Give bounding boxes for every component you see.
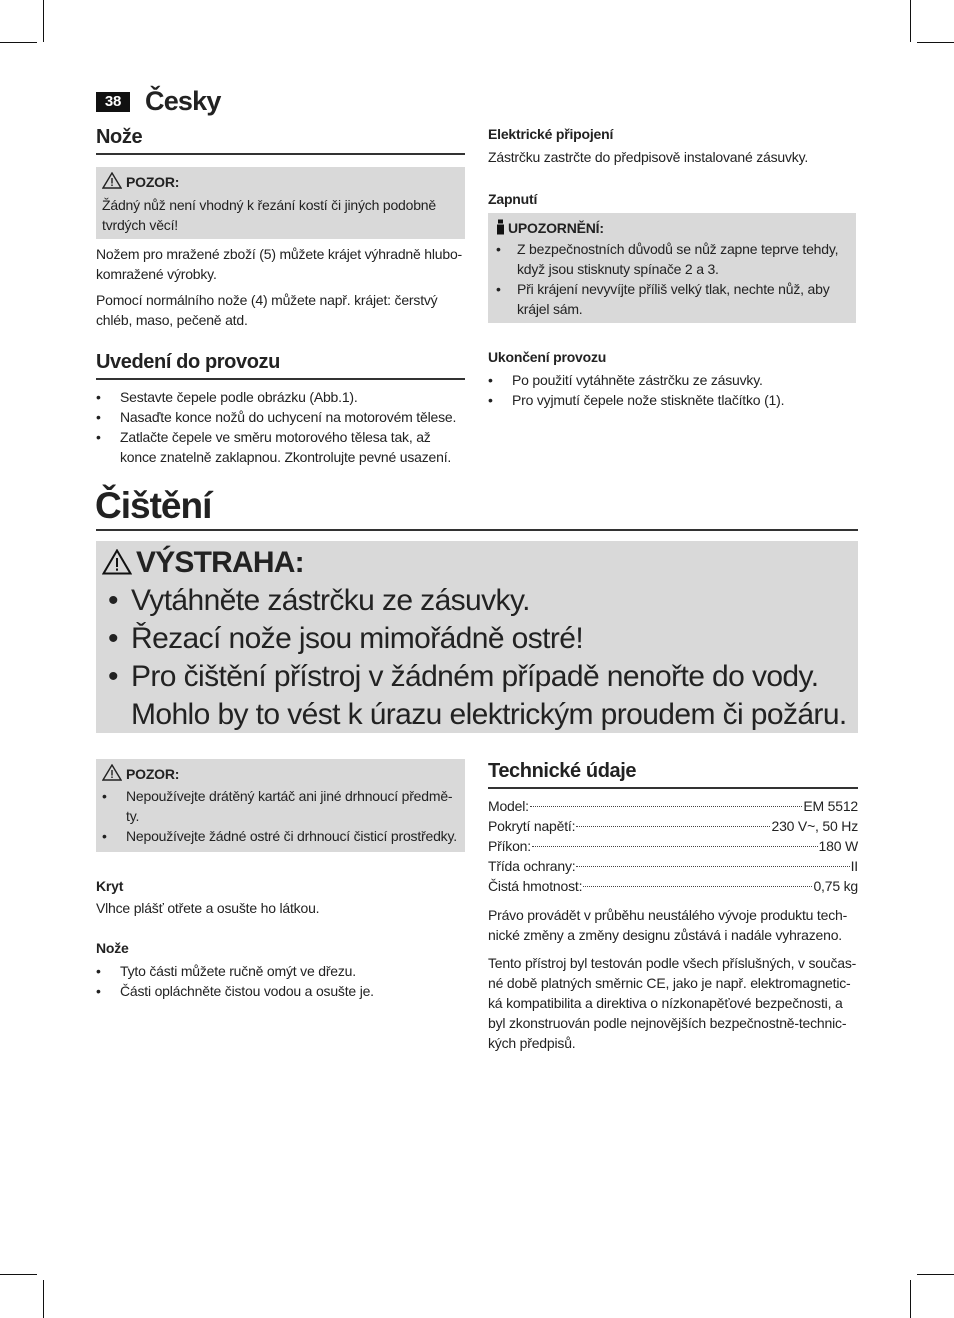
spec-label: Model: — [488, 798, 529, 814]
caution-text: Žádný nůž není vhodný k řezání kostí či jiných podobně tvrdých věcí! — [102, 197, 436, 233]
caution-list — [102, 786, 459, 846]
warning-title — [102, 544, 852, 582]
end-list — [488, 370, 857, 410]
subheading-switch-on: Zapnutí — [488, 191, 538, 207]
heading-rule — [96, 153, 465, 155]
notice-title — [496, 218, 848, 238]
spec-value: EM 5512 — [803, 798, 858, 814]
crop-mark — [917, 42, 954, 43]
crop-mark — [0, 42, 37, 43]
subheading-end: Ukončení provozu — [488, 349, 607, 365]
crop-mark — [0, 1274, 37, 1275]
warning-box — [96, 541, 858, 733]
list-item: • Tyto části můžete ručně omýt ve dřezu. — [96, 961, 465, 981]
notice-box — [488, 213, 856, 323]
list-item: • Nasaďte konce nožů do uchycení na motorovém tělese. — [96, 407, 465, 427]
spec-label: Třída ochrany: — [488, 858, 576, 874]
list-item: • Části opláchněte čistou vodou a osušte je. — [96, 981, 465, 1001]
paragraph: Pomocí normálního nože (4) můžete např. krájet: čerstvý chléb, maso, pečeně atd. — [96, 292, 438, 328]
subheading-housing: Kryt — [96, 878, 124, 894]
language-title: Česky — [145, 86, 221, 116]
list-item: • Nepoužívejte žádné ostré či drhnoucí čisticí prostředky. — [102, 826, 459, 846]
warning-title-text: VÝSTRAHA: — [136, 546, 304, 579]
paragraph: Právo provádět v průběhu neustálého vývoje produktu technické změny a změny designu zůstává i nadále vyhrazeno. — [488, 907, 848, 943]
caution-title-text: POZOR: — [126, 174, 180, 190]
crop-mark — [910, 0, 911, 42]
list-item: • Pro vyjmutí čepele nože stiskněte tlačítko (1). — [488, 390, 857, 410]
caution-title — [102, 764, 459, 784]
warning-triangle-icon — [102, 549, 132, 575]
spec-label: Pokrytí napětí: — [488, 818, 576, 834]
list-item: • Nepoužívejte drátěný kartáč ani jiné drhnoucí předměty. — [102, 786, 459, 826]
spec-value: 0,75 kg — [813, 878, 858, 894]
heading-rule — [96, 378, 465, 380]
warning-triangle-icon — [102, 764, 122, 781]
warning-item: • Pro čištění přístroj v žádném případě nenořte do vody. Mohlo by to vést k úrazu elektrickým proudem či požáru. — [102, 658, 852, 734]
warning-item: • Řezací nože jsou mimořádně ostré! — [102, 620, 852, 658]
list-item: • Z bezpečnostních důvodů se nůž zapne teprve tehdy, když jsou stisknuty spínače 2 a 3. — [496, 239, 848, 279]
caution-box — [96, 167, 465, 239]
spec-label: Příkon: — [488, 838, 531, 854]
section-heading-tech: Technické údaje — [488, 760, 637, 782]
crop-mark — [43, 0, 44, 42]
heading-rule — [488, 787, 858, 789]
spec-row — [488, 836, 858, 856]
paragraph: Tento přístroj byl testován podle všech příslušných, v současné době platných směrnic CE, jako je např. elektromagnetická kompatibilita a direktiva o nízkonapěťové bezpečnosti, a byl zkonstruován podle nejnovějších bezpečnostně-technických předpisů. — [488, 955, 857, 1051]
spec-label: Čistá hmotnost: — [488, 878, 583, 894]
warning-triangle-icon — [102, 172, 122, 189]
paragraph: Nožem pro mražené zboží (5) můžete krájet výhradně hlubokomražené výrobky. — [96, 246, 463, 282]
subheading-knives: Nože — [96, 940, 129, 956]
warning-list — [102, 582, 852, 734]
subheading-electrical: Elektrické připojení — [488, 126, 614, 142]
section-heading-knives: Nože — [96, 126, 143, 148]
spec-row — [488, 796, 858, 816]
spec-value: II — [850, 858, 858, 874]
crop-mark — [917, 1274, 954, 1275]
info-icon — [496, 219, 505, 235]
warning-item: • Vytáhněte zástrčku ze zásuvky. — [102, 582, 852, 620]
spec-list — [488, 796, 858, 896]
spec-row — [488, 876, 858, 896]
list-item: • Při krájení nevyvíjte příliš velký tlak, nechte nůž, aby krájel sám. — [496, 279, 848, 319]
spec-value: 230 V~, 50 Hz — [771, 818, 858, 834]
paragraph: Vlhce plášť otřete a osušte ho látkou. — [96, 900, 320, 916]
section-heading-setup: Uvedení do provozu — [96, 351, 280, 373]
heading-rule — [96, 529, 858, 531]
spec-row — [488, 816, 858, 836]
caution-title-text: POZOR: — [126, 766, 180, 782]
spec-value: 180 W — [818, 838, 858, 854]
knives-list — [96, 961, 465, 1001]
paragraph: Zástrčku zastrčte do předpisově instalované zásuvky. — [488, 149, 809, 165]
list-item: • Po použití vytáhněte zástrčku ze zásuvky. — [488, 370, 857, 390]
notice-title-text: UPOZORNĚNÍ: — [508, 220, 604, 236]
caution-box — [96, 759, 465, 852]
list-item: • Sestavte čepele podle obrázku (Abb.1). — [96, 387, 465, 407]
crop-mark — [43, 1280, 44, 1318]
list-item: • Zatlačte čepele ve směru motorového tělesa tak, až konce znatelně zaklapnou. Zkontrolujte pevné usazení. — [96, 427, 465, 467]
spec-row — [488, 856, 858, 876]
crop-mark — [910, 1280, 911, 1318]
cleaning-heading: Čištění — [95, 485, 212, 526]
page-number: 38 — [96, 92, 130, 112]
setup-list — [96, 387, 465, 467]
caution-title — [102, 172, 459, 192]
notice-list — [496, 239, 848, 319]
